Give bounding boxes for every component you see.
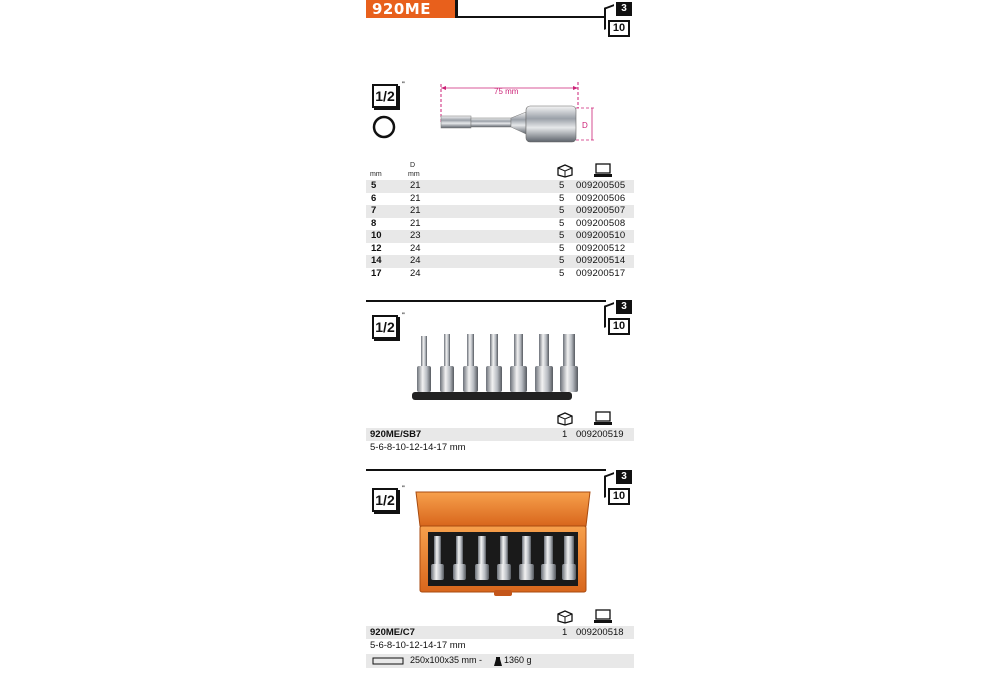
badge-bottom: 10 (608, 318, 630, 335)
computer-code-icon (594, 609, 612, 624)
tool-dimension-diagram (432, 74, 612, 154)
drive-size-unit: " (402, 486, 405, 492)
book-badge (604, 2, 634, 40)
set-c7-row (366, 626, 634, 639)
length-label: 75 mm (494, 87, 519, 96)
badge-bottom: 10 (608, 20, 630, 37)
size-table (366, 180, 634, 280)
section-header (366, 0, 606, 18)
table-row: 5 21 5 009200505 (366, 180, 634, 193)
set-order-code: 009200519 (576, 429, 624, 440)
set-code-label: 920ME/SB7 (370, 429, 422, 440)
section-divider (366, 453, 606, 471)
set-sizes: 5-6-8-10-12-14-17 mm (370, 640, 466, 651)
table-row: 10 23 5 009200510 (366, 230, 634, 243)
set-sb7-row (366, 428, 634, 441)
package-icon (556, 164, 574, 178)
table-row: 7 21 5 009200507 (366, 205, 634, 218)
table-row: 17 24 5 009200517 (371, 267, 626, 279)
weight-icon (494, 656, 502, 666)
set-code-label: 920ME/C7 (370, 627, 415, 638)
drive-size-badge: 1/2 (372, 84, 398, 108)
badge-top: 3 (616, 2, 632, 16)
drive-size-badge: 1/2 (372, 315, 398, 339)
badge-top: 3 (616, 300, 632, 314)
computer-code-icon (594, 163, 612, 178)
package-icon (556, 610, 574, 624)
catalog-page (366, 0, 638, 675)
hex-socket-icon (372, 115, 396, 139)
computer-code-icon (594, 411, 612, 426)
table-row: 12 24 5 009200512 (371, 242, 626, 254)
col-d-head: mm (408, 171, 420, 178)
badge-bottom: 10 (608, 488, 630, 505)
set-qty: 1 (562, 627, 568, 638)
drive-size-badge: 1/2 (372, 488, 398, 512)
book-badge (604, 300, 634, 338)
case-dimensions: 250x100x35 mm - (410, 655, 483, 665)
section-divider (366, 284, 606, 302)
table-row: 14 24 5 009200514 (366, 255, 634, 268)
book-badge (604, 470, 634, 508)
drive-size-unit: " (402, 82, 405, 88)
set-qty: 1 (562, 429, 568, 440)
package-icon (556, 412, 574, 426)
drive-size-unit: " (402, 313, 405, 319)
set-sizes: 5-6-8-10-12-14-17 mm (370, 442, 466, 453)
table-row: 8 21 5 009200508 (371, 217, 626, 229)
case-weight: 1360 g (504, 655, 532, 665)
badge-top: 3 (616, 470, 632, 484)
diameter-label: D (582, 121, 588, 130)
dimensions-row (366, 654, 634, 668)
socket-rail-set-image (408, 330, 588, 406)
metal-case-set-image (414, 486, 592, 600)
set-order-code: 009200518 (576, 627, 624, 638)
col-size-head: mm (370, 171, 382, 178)
table-row: 6 21 5 009200506 (371, 192, 626, 204)
case-dimension-icon (372, 657, 404, 665)
col-d-head-top: D (410, 162, 416, 169)
product-title: 920ME (366, 0, 458, 18)
